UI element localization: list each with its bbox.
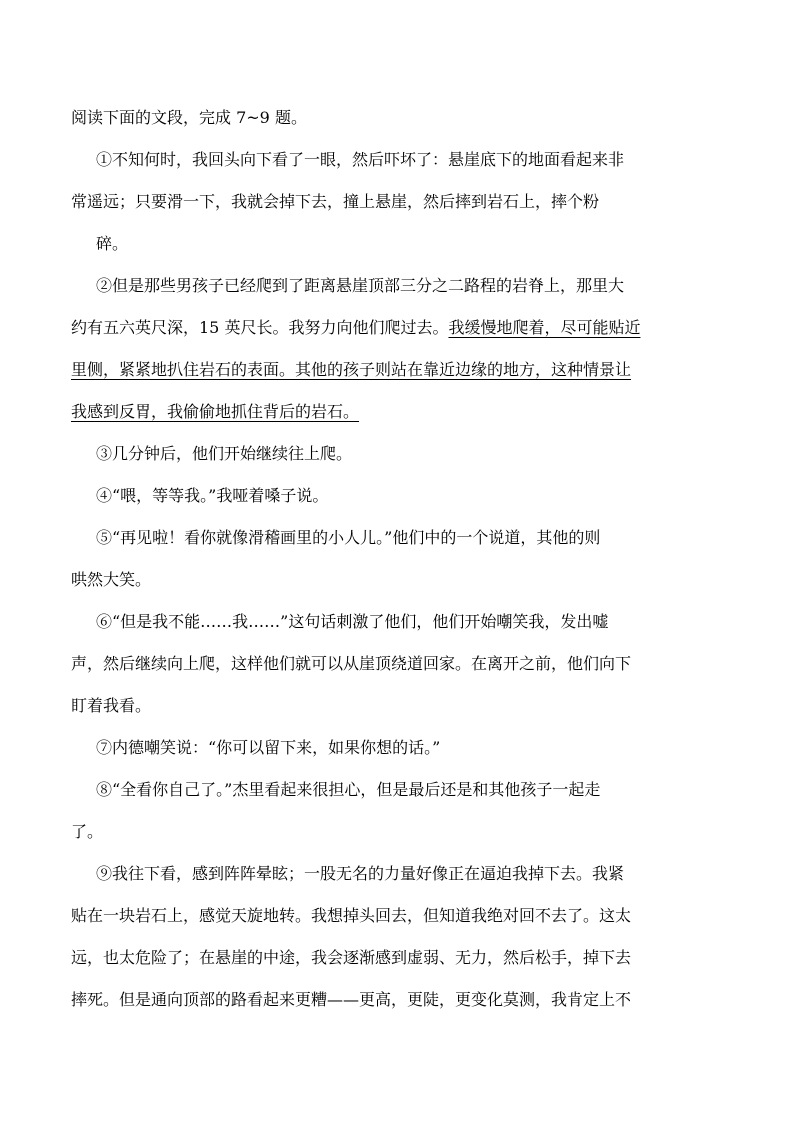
paragraph-2-line-2	[71, 307, 736, 349]
intro-line: 阅读下面的文段，完成 7~9 题。	[71, 108, 307, 127]
paragraph-6-line-1: ⑥“但是我不能……我……”这句话刺激了他们，他们开始嘲笑我，发出嘘	[96, 612, 609, 631]
paragraph-7-line-1: ⑦内德嘲笑说：“你可以留下来，如果你想的话。”	[96, 738, 441, 757]
paragraph-6-line-2: 声，然后继续向上爬，这样他们就可以从崖顶绕道回家。在离开之前，他们向下	[71, 654, 632, 673]
paragraph-9-line-1: ⑨我往下看，感到阵阵晕眩；一股无名的力量好像正在逼迫我掉下去。我紧	[96, 864, 625, 883]
document-body	[71, 97, 736, 1021]
paragraph-2-line-4	[71, 391, 736, 433]
paragraph-1-line-1: ①不知何时，我回头向下看了一眼，然后吓坏了：悬崖底下的地面看起来非	[96, 150, 625, 169]
paragraph-8-line-2: 了。	[71, 822, 104, 841]
paragraph-6-line-3: 盯着我看。	[71, 696, 152, 715]
paragraph-5-line-2: 哄然大笑。	[71, 570, 152, 589]
paragraph-2-line-3	[71, 349, 736, 391]
paragraph-9-line-2: 贴在一块岩石上，感觉天旋地转。我想掉头回去，但知道我绝对回不去了。这太	[71, 906, 632, 925]
paragraph-9-line-4: 摔死。但是通向顶部的路看起来更糟——更高，更陡，更变化莫测，我肯定上不	[71, 990, 632, 1009]
underlined-sentence-part-2: 里侧，紧紧地扒住岩石的表面。其他的孩子则站在靠近边缘的地方，这种情景让	[71, 360, 632, 379]
paragraph-1-line-2: 常遥远；只要滑一下，我就会掉下去，撞上悬崖，然后摔到岩石上，摔个粉	[71, 192, 600, 211]
paragraph-4-line-1: ④“喂，等等我。”我哑着嗓子说。	[96, 486, 329, 505]
paragraph-8-line-1: ⑧“全看你自己了。”杰里看起来很担心，但是最后还是和其他孩子一起走	[96, 780, 601, 799]
paragraph-5-line-1: ⑤“再见啦！看你就像滑稽画里的小人儿。”他们中的一个说道，其他的则	[96, 528, 601, 547]
paragraph-3-line-1: ③几分钟后，他们开始继续往上爬。	[96, 444, 353, 463]
paragraph-2-line-2-plain: 约有五六英尺深，15 英尺长。我努力向他们爬过去。	[71, 318, 449, 337]
paragraph-9-line-3: 远，也太危险了；在悬崖的中途，我会逐渐感到虚弱、无力，然后松手，掉下去	[71, 948, 632, 967]
paragraph-1-line-3: 碎。	[96, 234, 129, 253]
paragraph-2-line-1: ②但是那些男孩子已经爬到了距离悬崖顶部三分之二路程的岩脊上，那里大	[96, 276, 625, 295]
underlined-sentence-part-3: 我感到反胃，我偷偷地抓住背后的岩石。	[71, 402, 360, 421]
underlined-sentence-part-1: 我缓慢地爬着，尽可能贴近	[448, 318, 641, 337]
